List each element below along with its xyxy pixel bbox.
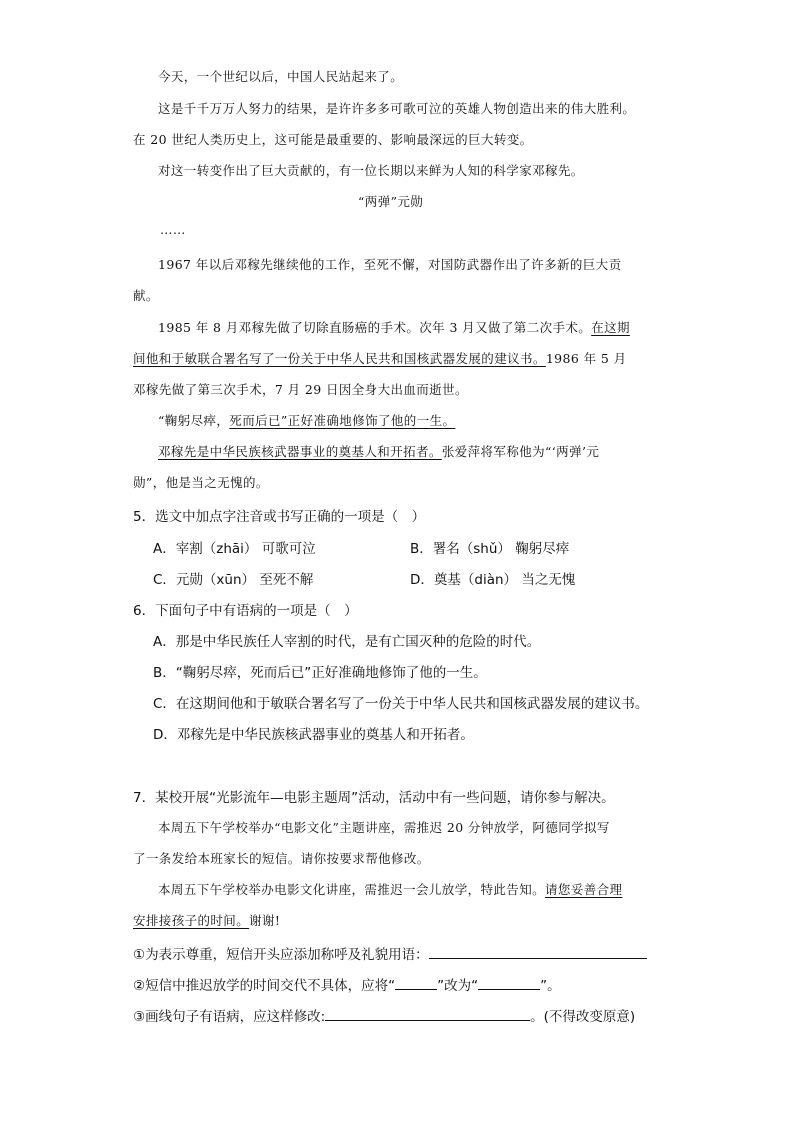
question-7-stem: 7．某校开展“光影流年—电影主题周”活动，活动中有一些问题，请你参与解决。: [133, 790, 615, 806]
passage-paragraph: 这是千千万万人努力的结果，是许许多多可歌可泣的英雄人物创造出来的伟大胜利。: [158, 101, 636, 116]
underlined-sentence: 间他和于敏联合署名写了一份关于中华人民共和国核武器发展的建议书。: [133, 351, 546, 366]
passage-subtitle: “两弹”元勋: [358, 194, 424, 209]
question-7-intro: 本周五下午学校举办“电影文化”主题讲座，需推迟 20 分钟放学，阿德同学拟写: [158, 820, 610, 835]
question-5-stem: 5．选文中加点字注音或书写正确的一项是（ ）: [133, 509, 426, 525]
subquestion-2-text: ”。: [540, 978, 561, 994]
underlined-sentence: 邓稼先是中华民族核武器事业的奠基人和开拓者。: [158, 444, 442, 459]
passage-text: 张爱萍将军称他为“‘两弹’元: [441, 444, 600, 459]
question-6-stem: 6．下面句子中有语病的一项是（ ）: [133, 603, 358, 619]
question-5-option-a: A．宰割（zhāi） 可歌可泣: [153, 541, 316, 557]
passage-ellipsis: ……: [160, 222, 186, 237]
underlined-sentence: 安排接孩子的时间。: [133, 913, 250, 928]
passage-text: 1985 年 8 月邓稼先做了切除直肠癌的手术。次年 3 月又做了第二次手术。: [158, 320, 592, 335]
sms-text: 谢谢!: [249, 913, 281, 928]
subquestion-2: [133, 974, 561, 994]
passage-paragraph: 1967 年以后邓稼先继续他的工作，至死不懈，对国防武器作出了许多新的巨大贡: [158, 257, 622, 272]
subquestion-2-text: ②短信中推迟放学的时间交代不具体，应将“: [133, 978, 396, 994]
answer-blank[interactable]: [325, 1006, 530, 1021]
underlined-sentence: 在这期: [591, 320, 630, 335]
passage-line: 邓稼先做了第三次手术，7 月 29 日因全身大出血而逝世。: [133, 382, 468, 397]
question-6-option-d: D．邓稼先是中华民族核武器事业的奠基人和开拓者。: [153, 727, 474, 743]
subquestion-1: [133, 943, 647, 963]
sms-text: 本周五下午学校举办电影文化讲座，需推迟一会儿放学，特此告知。: [158, 882, 546, 897]
passage-line: 献。: [133, 288, 159, 303]
answer-blank-revised[interactable]: [478, 975, 540, 990]
question-5-option-b: B．署名（shǔ） 鞠躬尽瘁: [410, 541, 570, 557]
question-5-option-c: C．元勋（xūn） 至死不解: [153, 572, 314, 588]
passage-paragraph: [158, 442, 599, 460]
passage-paragraph: 今天，一个世纪以后，中国人民站起来了。: [158, 69, 404, 84]
subquestion-1-text: ①为表示尊重，短信开头应添加称呼及礼貌用语：: [133, 947, 429, 963]
question-6-option-b: B．“鞠躬尽瘁，死而后已”正好准确地修饰了他的一生。: [153, 665, 487, 681]
answer-blank[interactable]: [429, 944, 647, 959]
subquestion-2-text: ”改为“: [437, 978, 479, 994]
sms-message: [158, 880, 622, 898]
passage-text: 1986 年 5 月: [545, 351, 627, 366]
question-6-option-c: C．在这期间他和于敏联合署名写了一份关于中华人民共和国核武器发展的建议书。: [153, 696, 649, 712]
question-5-option-d: D．奠基（diàn） 当之无愧: [410, 572, 576, 588]
passage-line: 勋”，他是当之无愧的。: [133, 475, 269, 490]
underlined-sentence: 死而后已”正好准确地修饰了他的一生。: [229, 413, 456, 428]
subquestion-3-text: 。(不得改变原意): [530, 1009, 636, 1025]
passage-line: [133, 349, 627, 367]
passage-paragraph: 对这一转变作出了巨大贡献的，有一位长期以来鲜为人知的科学家邓稼先。: [158, 163, 584, 178]
subquestion-3: [133, 1005, 635, 1025]
underlined-sentence: 请您妥善合理: [545, 882, 623, 897]
passage-paragraph: [158, 411, 455, 429]
answer-blank-original[interactable]: [395, 975, 437, 990]
question-6-option-a: A．那是中华民族任人宰割的时代，是有亡国灭种的危险的时代。: [153, 634, 541, 650]
subquestion-3-text: ③画线句子有语病，应这样修改:: [133, 1009, 326, 1025]
passage-text: “鞠躬尽瘁，: [158, 413, 230, 428]
passage-paragraph: [158, 318, 630, 336]
passage-line: 在 20 世纪人类历史上，这可能是最重要的、影响最深远的巨大转变。: [133, 132, 533, 147]
sms-message-line: [133, 911, 280, 929]
question-7-intro-line: 了一条发给本班家长的短信。请你按要求帮他修改。: [133, 851, 430, 866]
